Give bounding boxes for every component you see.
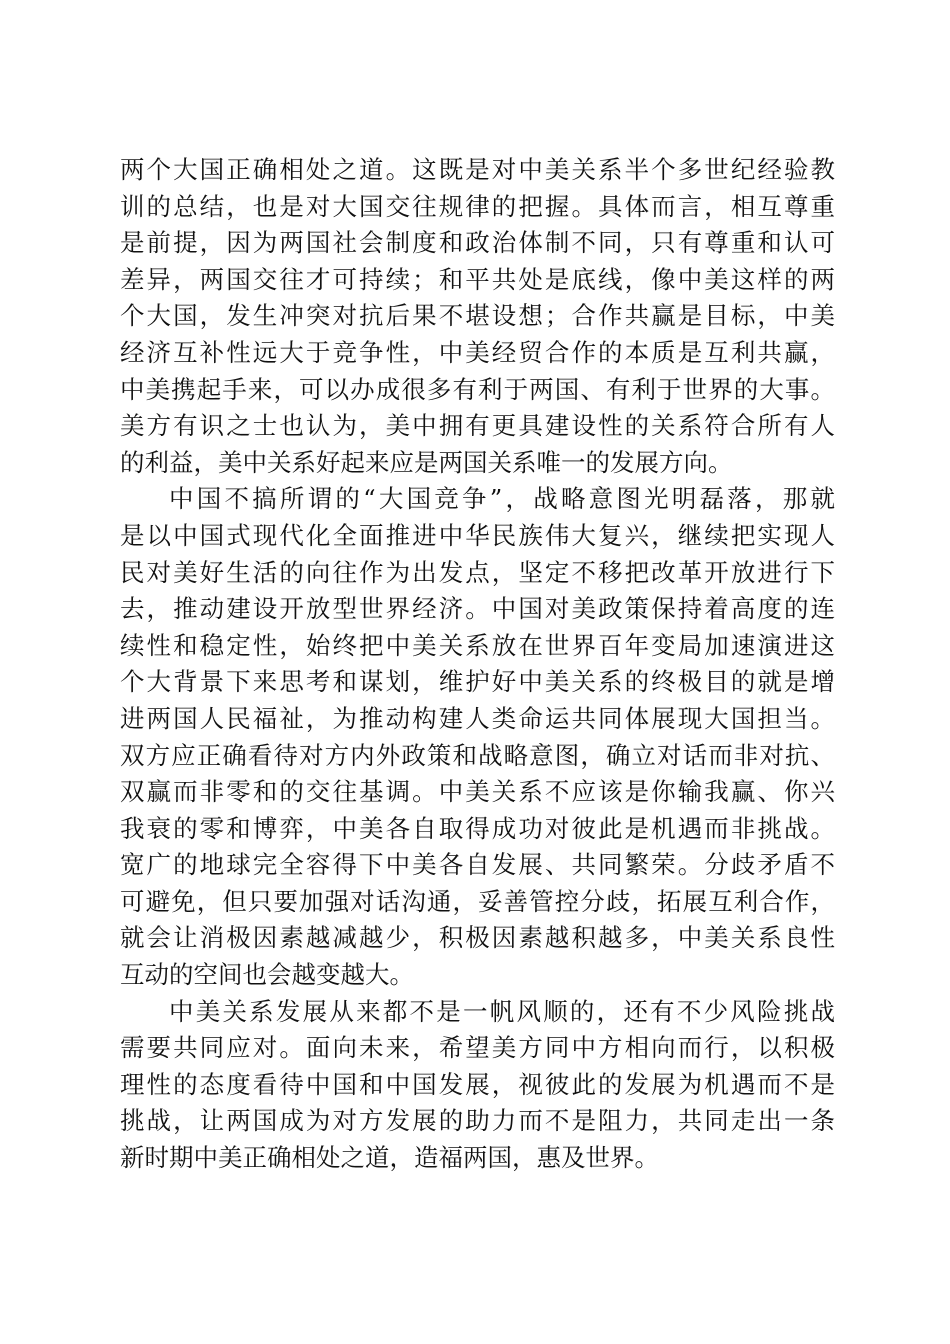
text-line: 训的总结，也是对大国交往规律的把握。具体而言，相互尊重 [120, 191, 835, 221]
text-line: 的利益，美中关系好起来应是两国关系唯一的发展方向。 [120, 447, 733, 477]
text-line: 互动的空间也会越变越大。 [120, 960, 414, 990]
text-line: 进两国人民福祉，为推动构建人类命运共同体展现大国担当。 [120, 703, 835, 733]
text-line: 去，推动建设开放型世界经济。中国对美政策保持着高度的连 [120, 594, 835, 624]
text-line: 美方有识之士也认为，美中拥有更具建设性的关系符合所有人 [120, 411, 835, 441]
text-line: 中美携起手来，可以办成很多有利于两国、有利于世界的大事。 [120, 374, 835, 404]
text-line: 我衰的零和博弈，中美各自取得成功对彼此是机遇而非挑战。 [120, 813, 835, 843]
text-line: 中美关系发展从来都不是一帆风顺的，还有不少风险挑战 [169, 996, 835, 1026]
text-line: 可避免，但只要加强对话沟通，妥善管控分歧，拓展互利合作， [120, 886, 835, 916]
text-line: 需要共同应对。面向未来，希望美方同中方相向而行，以积极 [120, 1033, 835, 1063]
text-line: 是前提，因为两国社会制度和政治体制不同，只有尊重和认可 [120, 228, 835, 258]
text-line: 双赢而非零和的交往基调。中美关系不应该是你输我赢、你兴 [120, 777, 835, 807]
text-line: 是以中国式现代化全面推进中华民族伟大复兴，继续把实现人 [120, 520, 835, 550]
text-line: 差异，两国交往才可持续；和平共处是底线，像中美这样的两 [120, 264, 835, 294]
paragraph-3 [120, 994, 835, 1177]
text-line: 两个大国正确相处之道。这既是对中美关系半个多世纪经验教 [120, 155, 835, 184]
text-line: 理性的态度看待中国和中国发展，视彼此的发展为机遇而不是 [120, 1069, 835, 1099]
text-line: 就会让消极因素越减越少，积极因素越积越多，中美关系良性 [120, 923, 835, 953]
text-line: 双方应正确看待对方内外政策和战略意图，确立对话而非对抗、 [120, 740, 835, 770]
text-line: 新时期中美正确相处之道，造福两国，惠及世界。 [120, 1143, 659, 1173]
paragraph-2 [120, 481, 835, 993]
text-line: 经济互补性远大于竞争性，中美经贸合作的本质是互利共赢， [120, 337, 835, 367]
text-line: 中国不搞所谓的“大国竞争”，战略意图光明磊落，那就 [169, 484, 835, 514]
text-line: 民对美好生活的向往作为出发点，坚定不移把改革开放进行下 [120, 557, 835, 587]
text-line: 个大背景下来思考和谋划，维护好中美关系的终极目的就是增 [120, 667, 835, 697]
text-line: 宽广的地球完全容得下中美各自发展、共同繁荣。分歧矛盾不 [120, 850, 835, 880]
text-line: 个大国，发生冲突对抗后果不堪设想；合作共赢是目标，中美 [120, 301, 835, 331]
text-line: 挑战，让两国成为对方发展的助力而不是阻力，共同走出一条 [120, 1106, 835, 1136]
text-line: 续性和稳定性，始终把中美关系放在世界百年变局加速演进这 [120, 630, 835, 660]
body-text [120, 152, 835, 1177]
paragraph-1 [120, 152, 835, 481]
